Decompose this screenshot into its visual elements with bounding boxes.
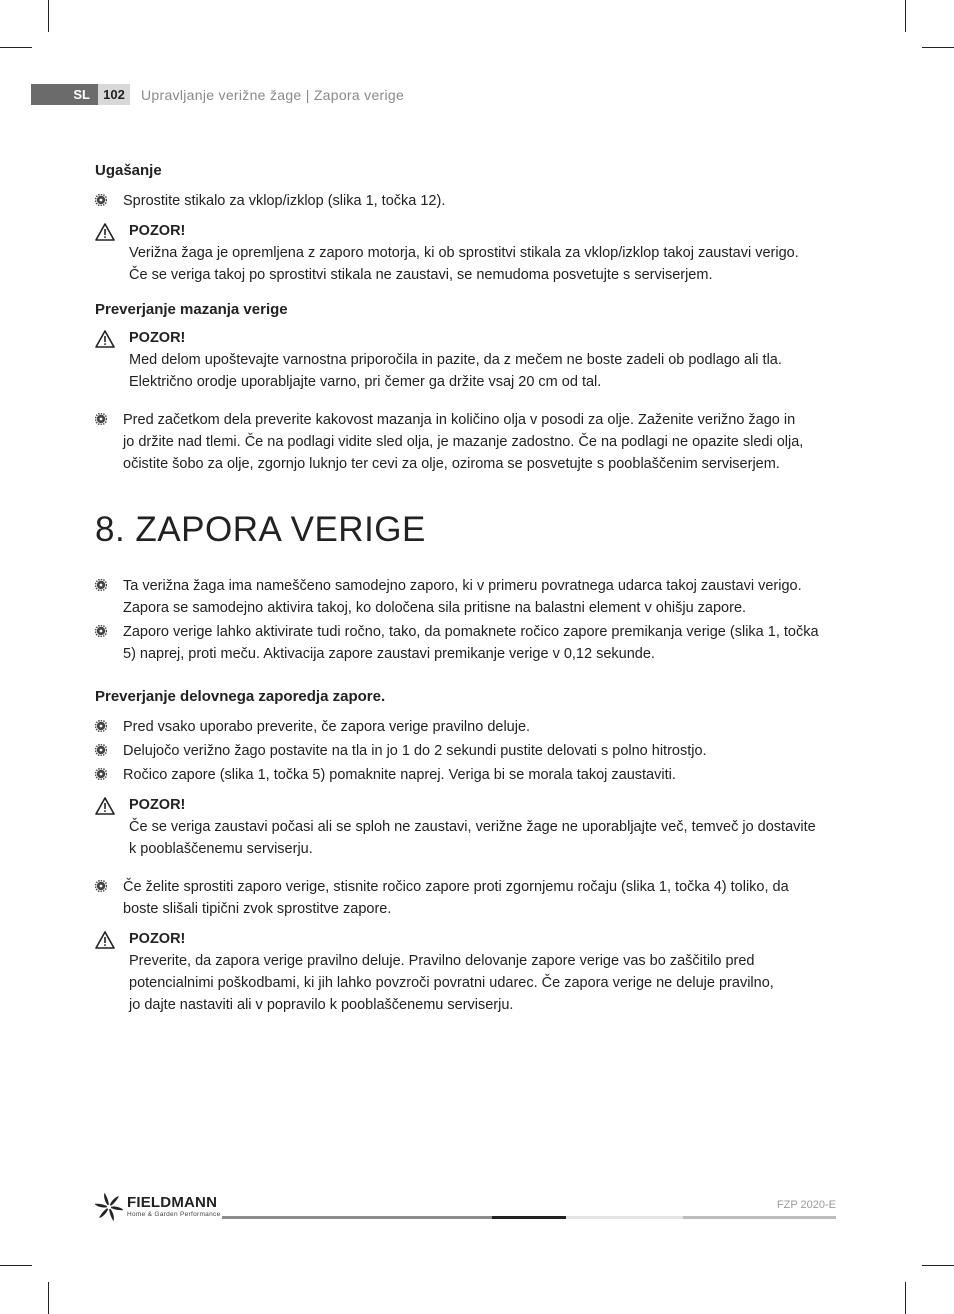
gear-bullet-icon <box>95 194 107 206</box>
warning-label: POZOR! <box>129 797 186 813</box>
warning-text: potencialnimi poškodbami, ki jih lahko povzroči povratni udarec. Če zapora verige ne deluje pravilno, <box>129 975 774 991</box>
crop-mark <box>0 1265 32 1266</box>
list-item: Pred začetkom dela preverite kakovost mazanja in količino olja v posodi za olje. Zaženite verižno žago in jo držite nad tlemi. Če na podlagi vidite sled olja, je mazanje zadostno. Če na podlagi ne opazite sledi olja, očistite šobo za olje, zgornjo luknjo ter cevi za olje, oziroma se posvetujte s pooblaščenim serviserjem. <box>95 409 840 475</box>
warning-triangle-icon <box>95 330 115 348</box>
list-item: Sprostite stikalo za vklop/izklop (slika 1, točka 12). <box>95 190 840 212</box>
crop-mark <box>922 1265 954 1266</box>
warning-triangle-icon <box>95 223 115 241</box>
gear-bullet-icon <box>95 720 107 732</box>
page-footer <box>95 1193 836 1227</box>
crop-mark <box>922 47 954 48</box>
warning-text: Električno orodje uporabljajte varno, pri čemer ga držite vsaj 20 cm od tal. <box>129 374 602 390</box>
warning-text: Verižna žaga je opremljena z zaporo motorja, ki ob sprostitvi stikala za vklop/izklop takoj zaustavi verigo. <box>129 245 799 261</box>
warning-box <box>95 794 840 860</box>
footer-rule <box>566 1216 683 1219</box>
warning-label: POZOR! <box>129 223 186 239</box>
language-tab: SL <box>31 84 98 105</box>
warning-text: Če se veriga zaustavi počasi ali se sploh ne zaustavi, verižne žage ne uporabljajte več, temveč jo dostavite <box>129 819 816 835</box>
chapter-title: 8. ZAPORA VERIGE <box>95 510 426 549</box>
list-item: Delujočo verižno žago postavite na tla in jo 1 do 2 sekundi pustite delovati s polno hitrostjo. <box>95 740 840 762</box>
section-title: Ugašanje <box>95 162 162 179</box>
warning-text: k pooblaščenemu serviserju. <box>129 841 313 857</box>
gear-bullet-icon <box>95 744 107 756</box>
footer-rule <box>222 1216 492 1219</box>
crop-mark <box>0 47 32 48</box>
section-title: Preverjanje mazanja verige <box>95 301 288 318</box>
warning-text: Preverite, da zapora verige pravilno deluje. Pravilno delovanje zapore verige vas bo zaščitilo pred <box>129 953 755 969</box>
running-title: Upravljanje verižne žage | Zapora verige <box>141 86 405 103</box>
gear-bullet-icon <box>95 768 107 780</box>
warning-box <box>95 220 840 286</box>
gear-bullet-icon <box>95 625 107 637</box>
gear-bullet-icon <box>95 880 107 892</box>
warning-text: jo dajte nastaviti ali v popravilo k pooblaščenemu serviserju. <box>129 997 514 1013</box>
list-item: Če želite sprostiti zaporo verige, stisnite ročico zapore proti zgornjemu ročaju (slika 1, točka 4) toliko, da boste slišali tipični zvok sprostitve zapore. <box>95 876 840 920</box>
warning-label: POZOR! <box>129 931 186 947</box>
warning-box <box>95 327 840 393</box>
warning-triangle-icon <box>95 931 115 949</box>
footer-rule <box>492 1216 566 1219</box>
gear-bullet-icon <box>95 579 107 591</box>
brand-tagline: Home & Garden Performance <box>127 1211 221 1218</box>
brand-logo <box>95 1193 220 1221</box>
list-item: Ta verižna žaga ima nameščeno samodejno zaporo, ki v primeru povratnega udarca takoj zaustavi verigo. Zapora se samodejno aktivira takoj, ko določena sila pritisne na balastni element v ohišju zapore. <box>95 575 840 619</box>
brand-name: FIELDMANN <box>127 1194 218 1211</box>
list-item: Ročico zapore (slika 1, točka 5) pomaknite naprej. Veriga bi se morala takoj zaustaviti. <box>95 764 840 786</box>
crop-mark <box>48 0 49 32</box>
warning-text: Če se veriga takoj po sprostitvi stikala ne zaustavi, se nemudoma posvetujte s serviserjem. <box>129 267 713 283</box>
crop-mark <box>905 1282 906 1314</box>
model-number: FZP 2020-E <box>776 1199 836 1211</box>
warning-label: POZOR! <box>129 330 186 346</box>
page-content <box>95 160 840 1016</box>
list-item: Zaporo verige lahko aktivirate tudi ročno, tako, da pomaknete ročico zapore premikanja verige (slika 1, točka 5) naprej, proti meču. Aktivacija zapore zaustavi premikanje verige v 0,12 sekunde. <box>95 621 840 665</box>
footer-rule <box>683 1216 836 1219</box>
warning-triangle-icon <box>95 797 115 815</box>
section-title: Preverjanje delovnega zaporedja zapore. <box>95 688 386 705</box>
warning-text: Med delom upoštevajte varnostna priporočila in pazite, da z mečem ne boste zadeli ob podlago ali tla. <box>129 352 782 368</box>
crop-mark <box>48 1282 49 1314</box>
list-item: Pred vsako uporabo preverite, če zapora verige pravilno deluje. <box>95 716 840 738</box>
crop-mark <box>905 0 906 32</box>
gear-bullet-icon <box>95 413 107 425</box>
fan-logo-icon <box>95 1193 123 1221</box>
warning-box <box>95 928 840 1016</box>
page-number: 102 <box>98 84 130 105</box>
page-header <box>31 84 404 105</box>
